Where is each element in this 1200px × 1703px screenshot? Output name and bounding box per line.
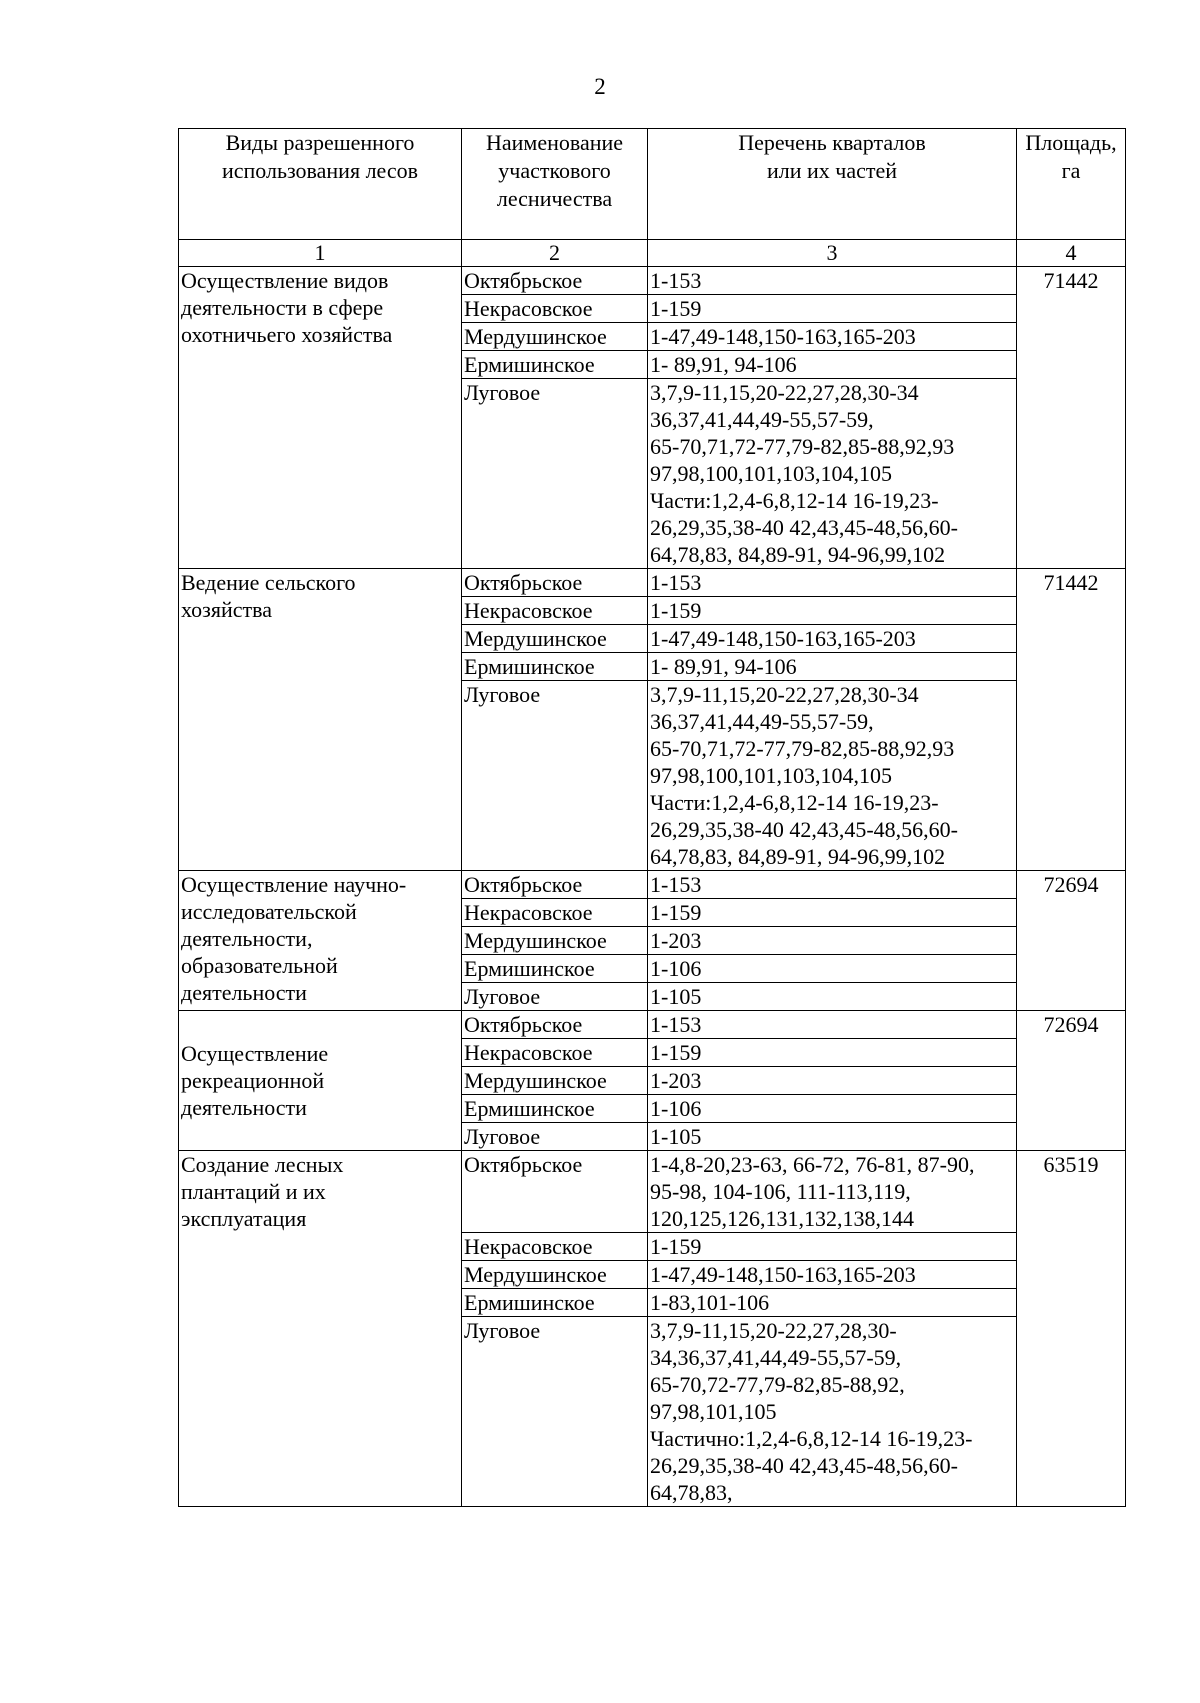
blocks-list-cell (648, 1039, 1017, 1067)
column-number: 4 (1017, 240, 1126, 267)
usage-type-text: хозяйства (181, 597, 272, 622)
area-cell: 72694 (1017, 1011, 1126, 1151)
forestry-name-cell: Мердушинское (462, 323, 648, 351)
blocks-list-cell (648, 1317, 1017, 1507)
forestry-name-cell: Ермишинское (462, 1095, 648, 1123)
header-usage-type (179, 129, 462, 240)
blocks-list-cell (648, 955, 1017, 983)
blocks-list-cell (648, 1123, 1017, 1151)
blocks-line: 64,78,83, 84,89-91, 94-96,99,102 (650, 542, 946, 567)
usage-type-cell (179, 871, 462, 1011)
blocks-list-cell (648, 1289, 1017, 1317)
usage-type-text: Ведение сельского (181, 570, 356, 595)
blocks-list-cell (648, 1151, 1017, 1233)
page-number: 2 (594, 74, 606, 99)
blocks-line: 1-105 (650, 984, 702, 1009)
blocks-list-cell (648, 625, 1017, 653)
header-area (1017, 129, 1126, 240)
blocks-list-cell (648, 379, 1017, 569)
blocks-line: 64,78,83, (650, 1480, 733, 1505)
table-row (179, 871, 1126, 899)
blocks-line: Части:1,2,4-6,8,12-14 16-19,23- (650, 790, 939, 815)
table-row (179, 569, 1126, 597)
forestry-name-cell: Мердушинское (462, 1067, 648, 1095)
forestry-name-cell: Октябрьское (462, 1151, 648, 1233)
usage-type-text: образовательной (181, 953, 338, 978)
usage-type-cell (179, 569, 462, 871)
header-text: Виды разрешенного (225, 130, 415, 155)
blocks-line: 1-159 (650, 900, 702, 925)
blocks-line: 36,37,41,44,49-55,57-59, (650, 709, 874, 734)
blocks-line: 65-70,72-77,79-82,85-88,92, (650, 1372, 905, 1397)
blocks-list-cell (648, 267, 1017, 295)
header-text: Наименование (485, 130, 624, 155)
blocks-line: 1-47,49-148,150-163,165-203 (650, 1262, 916, 1287)
forestry-name-cell: Ермишинское (462, 653, 648, 681)
forestry-name-cell: Ермишинское (462, 351, 648, 379)
forestry-name-cell: Ермишинское (462, 1289, 648, 1317)
forest-usage-table (178, 128, 1126, 1507)
blocks-line: 1- 89,91, 94-106 (650, 352, 797, 377)
usage-type-text: деятельности в сфере (181, 295, 384, 320)
forestry-name-cell: Некрасовское (462, 1233, 648, 1261)
header-text: Площадь, (1025, 130, 1117, 155)
usage-type-text: Осуществление научно- (181, 872, 407, 897)
blocks-list-cell (648, 899, 1017, 927)
usage-type-text: деятельности (181, 980, 307, 1005)
blocks-line: 1-159 (650, 598, 702, 623)
blocks-line: 1-4,8-20,23-63, 66-72, 76-81, 87-90, (650, 1152, 975, 1177)
blocks-line: 1-153 (650, 1012, 702, 1037)
forestry-name-cell: Ермишинское (462, 955, 648, 983)
blocks-line: 1-153 (650, 268, 702, 293)
blocks-list-cell (648, 681, 1017, 871)
blocks-line: 65-70,71,72-77,79-82,85-88,92,93 (650, 434, 955, 459)
usage-type-text: эксплуатация (181, 1206, 307, 1231)
blocks-line: 1-47,49-148,150-163,165-203 (650, 324, 916, 349)
blocks-list-cell (648, 351, 1017, 379)
header-blocks-list (648, 129, 1017, 240)
column-number: 3 (648, 240, 1017, 267)
forestry-name-cell: Луговое (462, 983, 648, 1011)
blocks-line: 1-203 (650, 928, 702, 953)
usage-type-cell (179, 1011, 462, 1151)
forestry-name-cell: Некрасовское (462, 1039, 648, 1067)
column-number-row (179, 240, 1126, 267)
forestry-name-cell: Некрасовское (462, 295, 648, 323)
blocks-line: 1-83,101-106 (650, 1290, 770, 1315)
header-text: лесничества (496, 186, 613, 211)
blocks-line: 95-98, 104-106, 111-113,119, (650, 1179, 911, 1204)
forestry-name-cell: Октябрьское (462, 871, 648, 899)
usage-type-text: деятельности, (181, 926, 313, 951)
blocks-line: 1-47,49-148,150-163,165-203 (650, 626, 916, 651)
blocks-list-cell (648, 983, 1017, 1011)
blocks-line: 3,7,9-11,15,20-22,27,28,30-34 (650, 682, 919, 707)
header-row (179, 129, 1126, 240)
usage-type-text: Осуществление (181, 1041, 329, 1066)
header-text: использования лесов (221, 158, 419, 183)
blocks-line: 64,78,83, 84,89-91, 94-96,99,102 (650, 844, 946, 869)
forestry-name-cell: Октябрьское (462, 267, 648, 295)
blocks-line: 1-153 (650, 872, 702, 897)
table-body (179, 129, 1126, 1507)
area-cell: 72694 (1017, 871, 1126, 1011)
usage-type-text: деятельности (181, 1095, 307, 1120)
blocks-list-cell (648, 653, 1017, 681)
blocks-list-cell (648, 1095, 1017, 1123)
column-number: 1 (179, 240, 462, 267)
blocks-line: 3,7,9-11,15,20-22,27,28,30- (650, 1318, 897, 1343)
forestry-name-cell: Луговое (462, 1317, 648, 1507)
area-cell: 63519 (1017, 1151, 1126, 1507)
column-number: 2 (462, 240, 648, 267)
blocks-line: 1-159 (650, 296, 702, 321)
forestry-name-cell: Октябрьское (462, 1011, 648, 1039)
blocks-line: 1-203 (650, 1068, 702, 1093)
area-cell: 71442 (1017, 267, 1126, 569)
usage-type-text: плантаций и их (181, 1179, 326, 1204)
forestry-name-cell: Мердушинское (462, 927, 648, 955)
usage-type-text: Создание лесных (181, 1152, 344, 1177)
table-row (179, 1011, 1126, 1039)
blocks-line: 26,29,35,38-40 42,43,45-48,56,60- (650, 515, 958, 540)
header-forestry-name (462, 129, 648, 240)
table-row (179, 267, 1126, 295)
blocks-line: 1-106 (650, 956, 702, 981)
blocks-list-cell (648, 597, 1017, 625)
usage-type-text: охотничьего хозяйства (181, 322, 393, 347)
blocks-line: 97,98,100,101,103,104,105 (650, 763, 892, 788)
forestry-name-cell: Некрасовское (462, 899, 648, 927)
blocks-line: Частично:1,2,4-6,8,12-14 16-19,23- (650, 1426, 973, 1451)
forestry-name-cell: Мердушинское (462, 1261, 648, 1289)
blocks-line: 36,37,41,44,49-55,57-59, (650, 407, 874, 432)
blocks-line: 26,29,35,38-40 42,43,45-48,56,60- (650, 817, 958, 842)
header-text: участкового (498, 158, 611, 183)
forestry-name-cell: Мердушинское (462, 625, 648, 653)
blocks-list-cell (648, 569, 1017, 597)
forestry-name-cell: Луговое (462, 379, 648, 569)
blocks-line: 26,29,35,38-40 42,43,45-48,56,60- (650, 1453, 958, 1478)
usage-type-cell (179, 1151, 462, 1507)
blocks-line: 1-105 (650, 1124, 702, 1149)
table-row (179, 1151, 1126, 1233)
usage-type-text: Осуществление видов (181, 268, 389, 293)
blocks-line: 97,98,101,105 (650, 1399, 777, 1424)
header-text: Перечень кварталов (738, 130, 926, 155)
blocks-line: 1-106 (650, 1096, 702, 1121)
usage-type-text: рекреационной (181, 1068, 325, 1093)
blocks-list-cell (648, 1233, 1017, 1261)
blocks-list-cell (648, 295, 1017, 323)
usage-type-cell (179, 267, 462, 569)
forestry-name-cell: Луговое (462, 1123, 648, 1151)
blocks-line: 3,7,9-11,15,20-22,27,28,30-34 (650, 380, 919, 405)
blocks-list-cell (648, 871, 1017, 899)
blocks-line: 65-70,71,72-77,79-82,85-88,92,93 (650, 736, 955, 761)
forestry-name-cell: Луговое (462, 681, 648, 871)
blocks-line: 1-153 (650, 570, 702, 595)
blocks-line: Части:1,2,4-6,8,12-14 16-19,23- (650, 488, 939, 513)
area-cell: 71442 (1017, 569, 1126, 871)
header-text: или их частей (766, 158, 898, 183)
blocks-list-cell (648, 1067, 1017, 1095)
forestry-name-cell: Октябрьское (462, 569, 648, 597)
header-text: га (1061, 158, 1081, 183)
blocks-list-cell (648, 323, 1017, 351)
blocks-line: 120,125,126,131,132,138,144 (650, 1206, 914, 1231)
blocks-line: 1-159 (650, 1040, 702, 1065)
blocks-list-cell (648, 1261, 1017, 1289)
blocks-list-cell (648, 1011, 1017, 1039)
blocks-line: 34,36,37,41,44,49-55,57-59, (650, 1345, 902, 1370)
blocks-list-cell (648, 927, 1017, 955)
usage-type-text: исследовательской (181, 899, 357, 924)
blocks-line: 97,98,100,101,103,104,105 (650, 461, 892, 486)
blocks-line: 1-159 (650, 1234, 702, 1259)
blocks-line: 1- 89,91, 94-106 (650, 654, 797, 679)
forestry-name-cell: Некрасовское (462, 597, 648, 625)
